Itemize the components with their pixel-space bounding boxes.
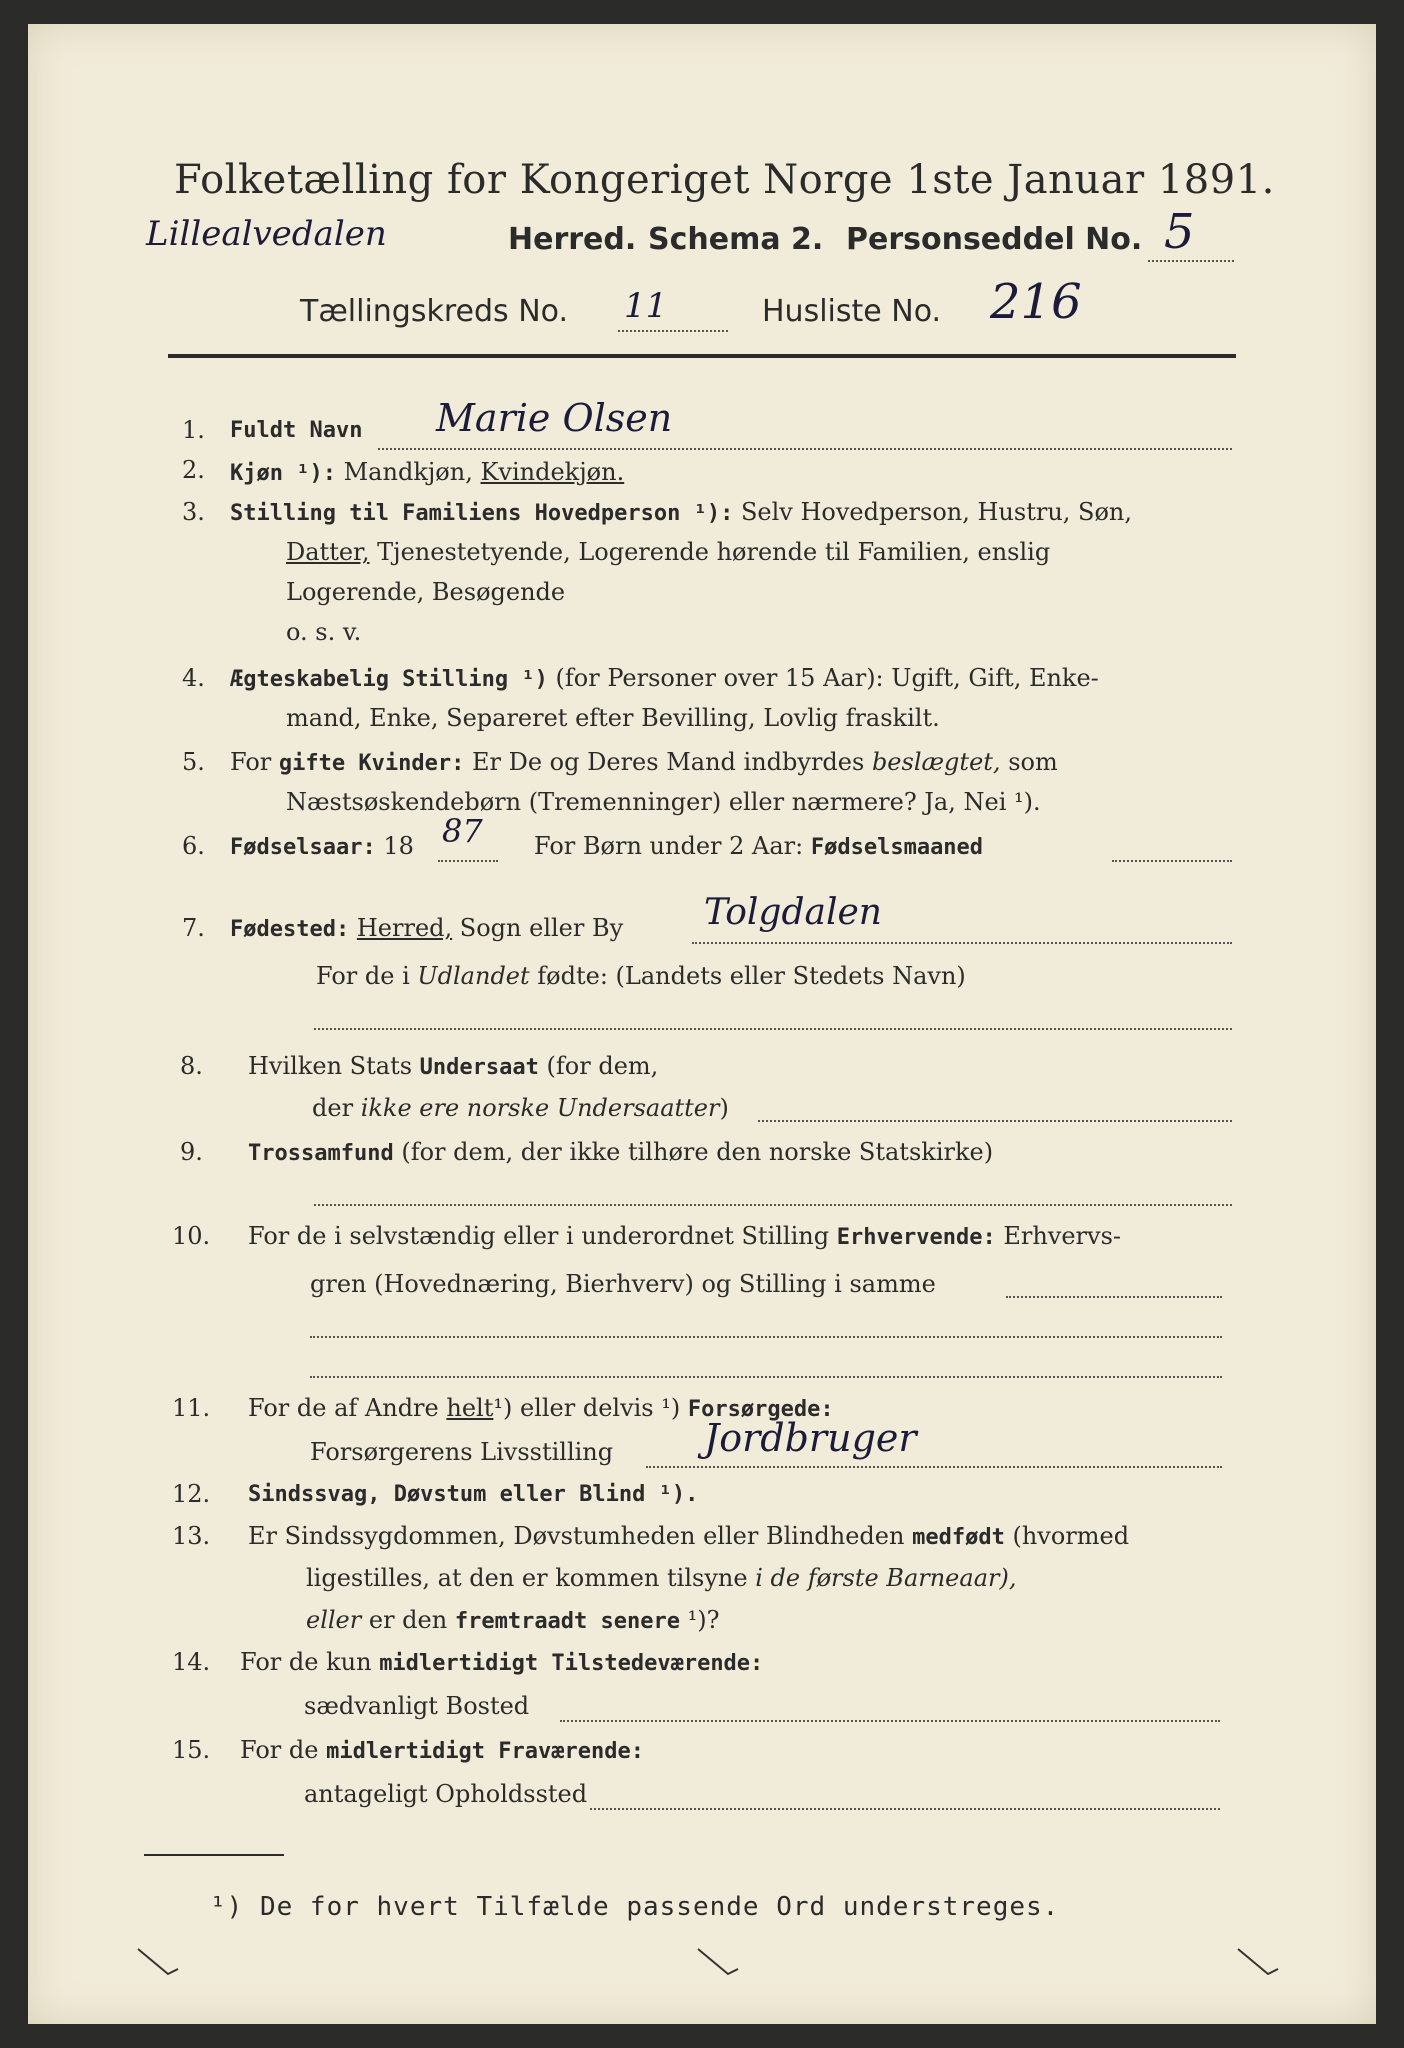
q11-dots	[646, 1466, 1222, 1468]
q8-label: Undersaat	[419, 1055, 539, 1080]
q4-label: Ægteskabelig Stilling ¹)	[230, 667, 548, 692]
q6-handwritten: 87	[442, 812, 483, 850]
q15-dots	[590, 1808, 1220, 1810]
personseddel-label: Personseddel No.	[846, 222, 1143, 257]
q3-text-d: o. s. v.	[286, 618, 362, 646]
item-number: 8.	[180, 1052, 203, 1080]
item-number: 2.	[182, 456, 205, 484]
header-rule	[168, 354, 1236, 358]
herred-label: Herred.	[508, 222, 637, 257]
q1-label: Fuldt Navn	[230, 418, 363, 443]
item-number: 4.	[182, 664, 205, 692]
item-number: 6.	[182, 832, 205, 860]
q7-text-c: fødte: (Landets eller Stedets Navn)	[537, 962, 966, 990]
q6-month-dots	[1112, 860, 1232, 862]
kreds-dots	[618, 330, 728, 332]
q12-label: Sindssvag, Døvstum eller Blind ¹).	[248, 1482, 699, 1507]
q8-dots	[758, 1120, 1232, 1122]
q3-label: Stilling til Familiens Hovedperson ¹):	[230, 501, 734, 526]
census-form-sheet: Folketælling for Kongeriget Norge 1ste Januar 1891. Lillealvedalen Herred. Schema 2. Personseddel No. 5 Tællingskreds No. 11 Husliste No. 216 1. Fuldt Navn Marie Olsen 2. Kjøn ¹): Mandkjøn, Kvindekjøn. 3. Stilling til Familiens Hovedperson ¹): Selv Hovedperson, Hustru, Søn, Datter, Tjenestetyende, Logerende hørende til Familien, enslig Logerende, Besøgende o. s. v. 4. Ægteskabelig Stilling ¹) (for Personer over 15 Aar): Ugift, Gift, Enke- mand, Enke, Separeret efter Bevilling, Lovlig fraskilt. 5. For gifte Kvinder: Er De og Deres Mand indbyrdes beslægtet, som Næstsøskendebørn (Tremenninger) eller nærmere? Ja, Nei ¹). 6. Fødselsaar: 18 87 For Børn under 2 Aar: Fødselsmaaned 7. Fødested: Herred, Sogn eller By Tolgdalen For de i Udlandet fødte: (Landets eller Stedets Navn) 8. Hvilken Stats Undersaat (for dem, der ikke ere norske Undersaatter) 9. Trossamfund (for dem, der ikke tilhøre den norske Statskirke) 10. For de i selvstændig eller i underordnet Stilling Erhvervende: Erhvervs- gren (Hovednæring, Bierhverv) og Stilling i samme 11. For de af Andre helt¹) eller delvis ¹) Forsørgede: Forsørgerens Livsstilling Jordbruger 12. Sindssvag, Døvstum eller Blind ¹). 13. Er Sindssygdommen, Døvstumheden eller Blindheden medfødt (hvormed ligestilles, at den er kommen tilsyne i de første Barneaar), eller er den fremtraadt senere ¹)? 14. For de kun midlertidigt Tilstedeværende: sædvanligt Bosted 15. For de midlertidigt Fraværende: antageligt Opholdssted ¹) De for hvert Tilfælde passende Ord understreges.	[28, 24, 1376, 2024]
q10-label: Erhvervende:	[836, 1225, 996, 1250]
q10-dots-1	[1006, 1296, 1222, 1298]
q2-option-b: Kvindekjøn.	[480, 458, 625, 486]
q13-text-e: ¹)?	[687, 1606, 720, 1634]
q11-text-c: Forsørgerens Livsstilling	[310, 1438, 614, 1466]
corner-mark-center	[688, 1944, 748, 1984]
q14-text-b: sædvanligt Bosted	[304, 1692, 530, 1720]
q14-label: midlertidigt Tilstedeværende:	[379, 1651, 764, 1676]
q5-label: gifte Kvinder:	[278, 751, 465, 776]
q10-text-c: gren (Hovednæring, Bierhverv) og Stilling i samme	[310, 1270, 936, 1298]
q1-dots	[378, 448, 1232, 450]
q4-text-a: (for Personer over 15 Aar): Ugift, Gift, Enke-	[555, 664, 1099, 692]
kreds-handwritten: 11	[624, 286, 668, 326]
q5-text-d: Næstsøskendebørn (Tremenninger) eller nærmere? Ja, Nei ¹).	[286, 788, 1041, 816]
q8-text-a: Hvilken Stats	[248, 1052, 413, 1080]
corner-mark-right	[1228, 1944, 1288, 1984]
q11-text-a: For de af Andre	[248, 1394, 439, 1422]
corner-mark-left	[128, 1944, 188, 1984]
herred-handwritten: Lillealvedalen	[146, 214, 387, 254]
q7-italic: Udlandet	[417, 962, 530, 990]
item-number: 1.	[182, 416, 205, 444]
husliste-label: Husliste No.	[762, 294, 942, 329]
personseddel-handwritten: 5	[1164, 204, 1195, 260]
q6-prefix: 18	[383, 832, 414, 860]
kreds-label: Tællingskreds No.	[300, 294, 568, 329]
item-number: 11.	[172, 1394, 211, 1422]
item-number: 10.	[172, 1222, 211, 1250]
q6-text-a: For Børn under 2 Aar:	[534, 832, 804, 860]
q5-text-a: For	[230, 748, 272, 776]
q14-text-a: For de kun	[240, 1648, 372, 1676]
item-number: 14.	[172, 1648, 211, 1676]
q11-helt: helt	[446, 1394, 494, 1422]
q6-label: Fødselsaar:	[230, 835, 376, 860]
item-number: 7.	[182, 914, 205, 942]
q13-italic-2: eller	[306, 1606, 362, 1634]
q7-text-a: Sogn eller By	[459, 914, 624, 942]
q3-datter: Datter,	[286, 538, 370, 566]
form-title: Folketælling for Kongeriget Norge 1ste Januar 1891.	[174, 157, 1275, 203]
q8-italic: ikke ere norske Undersaatter	[360, 1094, 720, 1122]
q15-text-b: antageligt Opholdssted	[304, 1780, 588, 1808]
q4-text-b: mand, Enke, Separeret efter Bevilling, Lovlig fraskilt.	[286, 704, 940, 732]
q7-text-b: For de i	[316, 962, 410, 990]
q7-dots	[692, 942, 1232, 944]
q3-text-b: Tjenestetyende, Logerende hørende til Familien, enslig	[377, 538, 1051, 566]
q1-handwritten: Marie Olsen	[436, 396, 673, 440]
footnote: ¹) De for hvert Tilfælde passende Ord understreges.	[210, 1892, 1060, 1922]
q7-herred: Herred,	[356, 914, 453, 942]
q11-label: Forsørgede:	[687, 1397, 834, 1422]
item-number: 15.	[172, 1736, 211, 1764]
personseddel-dots	[1148, 260, 1234, 262]
q10-text-a: For de i selvstændig eller i underordnet Stilling	[248, 1222, 830, 1250]
q6-year-dots	[438, 860, 498, 862]
q5-text-c: som	[1008, 748, 1058, 776]
q13-label: medfødt	[912, 1525, 1005, 1550]
q3-text-a: Selv Hovedperson, Hustru, Søn,	[740, 498, 1133, 526]
q5-italic: beslægtet,	[871, 748, 1001, 776]
q13-text-a: Er Sindssygdommen, Døvstumheden eller Blindheden	[248, 1522, 905, 1550]
item-number: 13.	[172, 1522, 211, 1550]
q13-text-b: (hvormed	[1012, 1522, 1130, 1550]
q5-text-b: Er De og Deres Mand indbyrdes	[471, 748, 865, 776]
footnote-rule	[144, 1854, 284, 1856]
q9-label: Trossamfund	[248, 1141, 394, 1166]
q8-text-b: (for dem,	[546, 1052, 659, 1080]
schema-label: Schema 2.	[648, 222, 824, 257]
q15-text-a: For de	[240, 1736, 319, 1764]
q14-dots	[560, 1720, 1220, 1722]
q2-label: Kjøn ¹):	[230, 461, 336, 486]
q10-dots-2	[310, 1336, 1222, 1338]
item-number: 5.	[182, 748, 205, 776]
q10-text-b: Erhvervs-	[1003, 1222, 1122, 1250]
q7-label: Fødested:	[230, 917, 350, 942]
q10-dots-3	[310, 1376, 1222, 1378]
q9-dots	[314, 1204, 1232, 1206]
q8-text-c: der	[312, 1094, 354, 1122]
q9-text-a: (for dem, der ikke tilhøre den norske Statskirke)	[401, 1138, 994, 1166]
q13-text-c: ligestilles, at den er kommen tilsyne	[306, 1564, 748, 1592]
q7-foreign-dots	[314, 1028, 1232, 1030]
item-number: 3.	[182, 498, 205, 526]
item-number: 12.	[172, 1480, 211, 1508]
husliste-handwritten: 216	[990, 274, 1082, 330]
q6-text-b: Fødselsmaaned	[810, 835, 984, 860]
q13-italic: i de første Barneaar),	[755, 1564, 1017, 1592]
q7-handwritten: Tolgdalen	[704, 892, 882, 933]
q11-handwritten: Jordbruger	[704, 1416, 917, 1460]
q3-text-c: Logerende, Besøgende	[286, 578, 566, 606]
q15-label: midlertidigt Fraværende:	[326, 1739, 644, 1764]
q13-text-d: er den	[368, 1606, 448, 1634]
q11-text-b: ¹) eller delvis ¹)	[493, 1394, 681, 1422]
q13-label-2: fremtraadt senere	[454, 1609, 681, 1634]
q2-option-a: Mandkjøn,	[343, 458, 473, 486]
item-number: 9.	[180, 1138, 203, 1166]
